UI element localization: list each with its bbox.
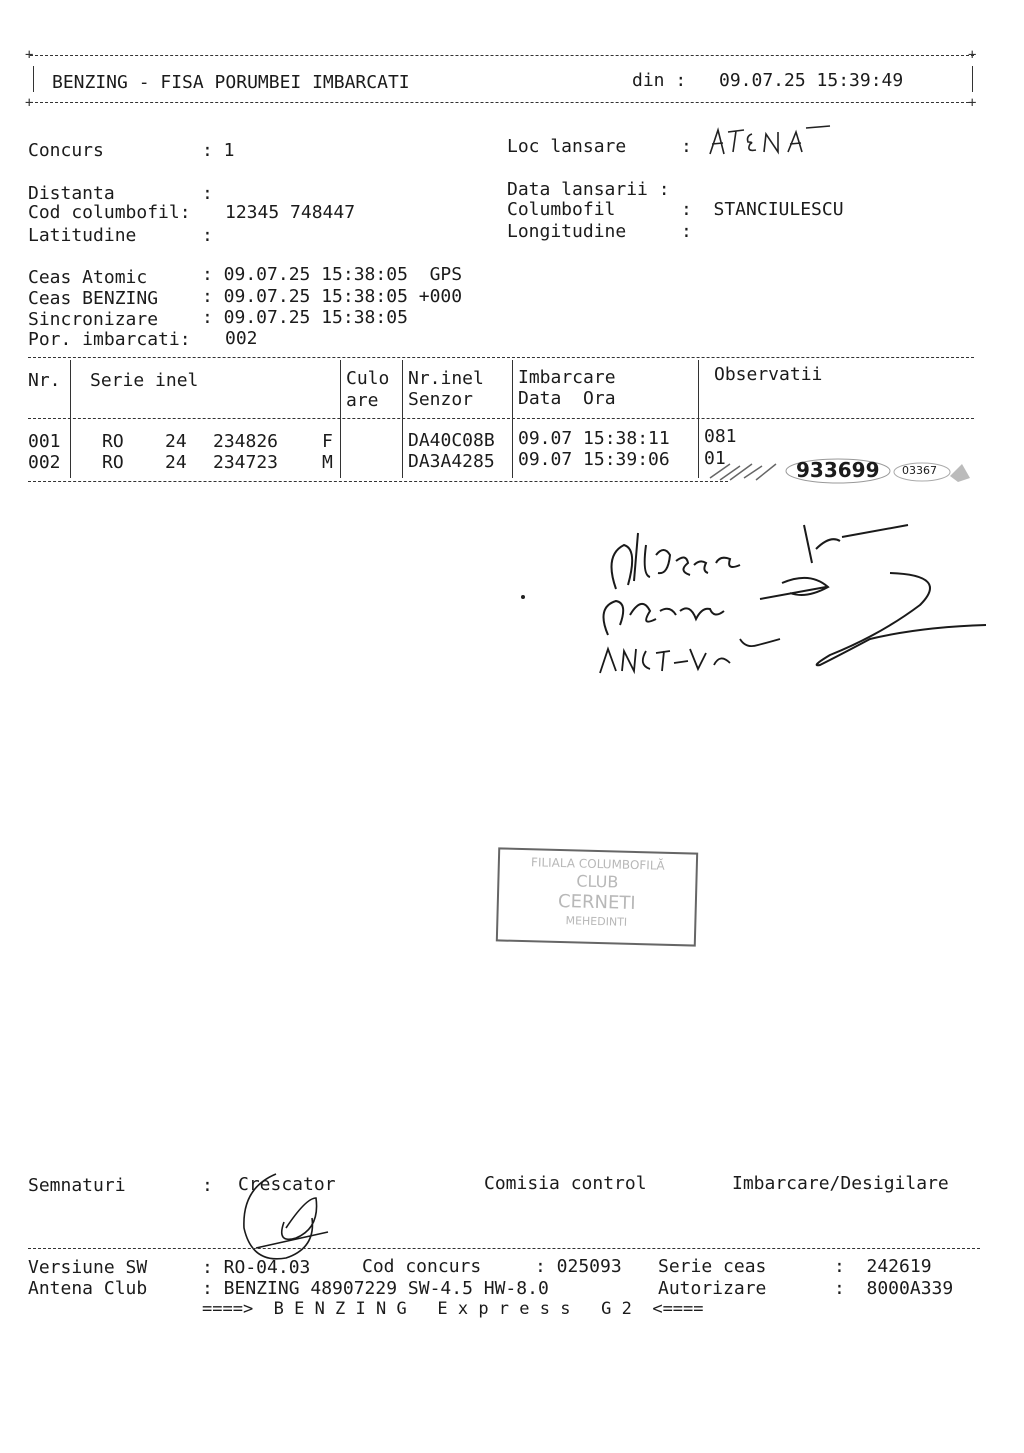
col-sep bbox=[402, 360, 403, 478]
crescator-signature bbox=[236, 1168, 336, 1268]
imbarcare-desigilare-label: Imbarcare/Desigilare bbox=[732, 1173, 949, 1194]
columbofil-label: Columbofil bbox=[507, 199, 616, 220]
document-title: BENZING - FISA PORUMBEI IMBARCATI bbox=[52, 72, 410, 93]
row-obs: 081 bbox=[704, 426, 737, 447]
col-nr-header: Nr. bbox=[28, 370, 61, 391]
columbofil-value: : STANCIULESCU bbox=[681, 199, 844, 220]
loc-lansare-label: Loc lansare bbox=[507, 136, 627, 157]
row-inel: 234826 bbox=[213, 431, 279, 452]
header-bottom-rule bbox=[30, 102, 974, 103]
versiune-sw-value: : RO-04.03 bbox=[202, 1257, 311, 1278]
col-imbarcare-header-2: Data Ora bbox=[518, 388, 616, 409]
club-stamp bbox=[496, 847, 698, 946]
row-an: 24 bbox=[165, 431, 187, 452]
latitudine-label: Latitudine bbox=[28, 225, 137, 246]
row-sex: F bbox=[322, 431, 333, 452]
ink-dot bbox=[521, 595, 525, 599]
col-sep bbox=[698, 360, 699, 478]
table-top-rule bbox=[28, 357, 974, 358]
row-data-ora: 09.07 15:38:11 bbox=[518, 428, 670, 449]
header-left-bar bbox=[33, 66, 34, 92]
row-tara: RO bbox=[102, 431, 124, 452]
ring-sticker bbox=[700, 456, 980, 486]
row-an: 24 bbox=[165, 452, 187, 473]
col-nrinel-header-1: Nr.inel bbox=[408, 368, 484, 389]
semnaturi-label: Semnaturi bbox=[28, 1175, 126, 1196]
header-corner: + bbox=[968, 47, 977, 63]
row-tara: RO bbox=[102, 452, 124, 473]
col-sep bbox=[512, 360, 513, 478]
header-corner: + bbox=[968, 95, 977, 111]
longitudine-value: : bbox=[681, 221, 692, 242]
cod-columbofil-value: 12345 748447 bbox=[225, 202, 356, 223]
din-timestamp: 09.07.25 15:39:49 bbox=[719, 70, 904, 91]
comisia-control-label: Comisia control bbox=[484, 1173, 647, 1194]
header-right-bar bbox=[972, 66, 973, 92]
col-culoare-header-1: Culo bbox=[346, 368, 390, 389]
col-sep bbox=[70, 360, 71, 478]
row-nr: 002 bbox=[28, 452, 61, 473]
distanta-value: : bbox=[202, 183, 213, 204]
stamp-line-3: CERNETI bbox=[557, 890, 636, 915]
benzing-express-banner: ====> B E N Z I N G E x p r e s s G 2 <==== bbox=[202, 1299, 704, 1319]
stamp-line-2: CLUB bbox=[576, 871, 619, 892]
footer-rule bbox=[28, 1248, 980, 1249]
header-top-rule bbox=[30, 55, 974, 56]
cod-columbofil-label: Cod columbofil: bbox=[28, 202, 191, 223]
sticker-small-number: 03367 bbox=[902, 464, 937, 477]
loc-lansare-handwritten bbox=[706, 124, 836, 158]
row-senzor: DA3A4285 bbox=[408, 451, 495, 472]
autorizare-value: : 8000A339 bbox=[834, 1278, 954, 1299]
sincronizare-label: Sincronizare bbox=[28, 309, 159, 330]
row-inel: 234723 bbox=[213, 452, 279, 473]
semnaturi-sep: : bbox=[202, 1175, 213, 1196]
stamp-line-4: MEHEDINTI bbox=[565, 914, 628, 929]
col-observatii-header: Observatii bbox=[714, 364, 823, 385]
ceas-benzing-value: : 09.07.25 15:38:05 +000 bbox=[202, 286, 463, 307]
versiune-sw-label: Versiune SW bbox=[28, 1257, 148, 1278]
cod-concurs-value: : 025093 bbox=[535, 1256, 622, 1277]
loc-lansare-sep: : bbox=[681, 136, 692, 157]
col-sep bbox=[340, 360, 341, 478]
col-culoare-header-2: are bbox=[346, 390, 379, 411]
col-imbarcare-header-1: Imbarcare bbox=[518, 367, 616, 388]
col-nrinel-header-2: Senzor bbox=[408, 389, 474, 410]
sticker-number: 933699 bbox=[796, 458, 880, 482]
table-bottom-rule bbox=[28, 481, 728, 482]
din-label: din : bbox=[632, 70, 687, 91]
sincronizare-value: : 09.07.25 15:38:05 bbox=[202, 307, 408, 328]
concurs-value: : 1 bbox=[202, 140, 235, 161]
longitudine-label: Longitudine bbox=[507, 221, 627, 242]
data-lansarii-label: Data lansarii : bbox=[507, 179, 670, 200]
antena-club-label: Antena Club bbox=[28, 1278, 148, 1299]
header-corner: + bbox=[25, 95, 34, 111]
antena-club-value: : BENZING 48907229 SW-4.5 HW-8.0 bbox=[202, 1278, 549, 1299]
crescator-label: Crescator bbox=[238, 1174, 336, 1195]
header-corner: + bbox=[25, 47, 34, 63]
cod-concurs-label: Cod concurs bbox=[362, 1256, 482, 1277]
row-senzor: DA40C08B bbox=[408, 430, 495, 451]
row-obs: 01 bbox=[704, 448, 726, 469]
ceas-benzing-label: Ceas BENZING bbox=[28, 288, 159, 309]
latitudine-value: : bbox=[202, 225, 213, 246]
col-serie-header: Serie inel bbox=[90, 370, 199, 391]
table-header-rule bbox=[28, 418, 974, 419]
serie-ceas-value: : 242619 bbox=[834, 1256, 932, 1277]
stamp-line-1: FILIALA COLUMBOFILĂ bbox=[530, 855, 665, 873]
serie-ceas-label: Serie ceas bbox=[658, 1256, 767, 1277]
concurs-label: Concurs bbox=[28, 140, 104, 161]
row-nr: 001 bbox=[28, 431, 61, 452]
row-data-ora: 09.07 15:39:06 bbox=[518, 449, 670, 470]
por-imbarcati-value: 002 bbox=[225, 328, 258, 349]
distanta-label: Distanta bbox=[28, 183, 115, 204]
ceas-atomic-label: Ceas Atomic bbox=[28, 267, 148, 288]
por-imbarcati-label: Por. imbarcati: bbox=[28, 329, 191, 350]
handwritten-note bbox=[590, 515, 990, 685]
ceas-atomic-value: : 09.07.25 15:38:05 GPS bbox=[202, 264, 463, 285]
row-sex: M bbox=[322, 452, 333, 473]
autorizare-label: Autorizare bbox=[658, 1278, 767, 1299]
